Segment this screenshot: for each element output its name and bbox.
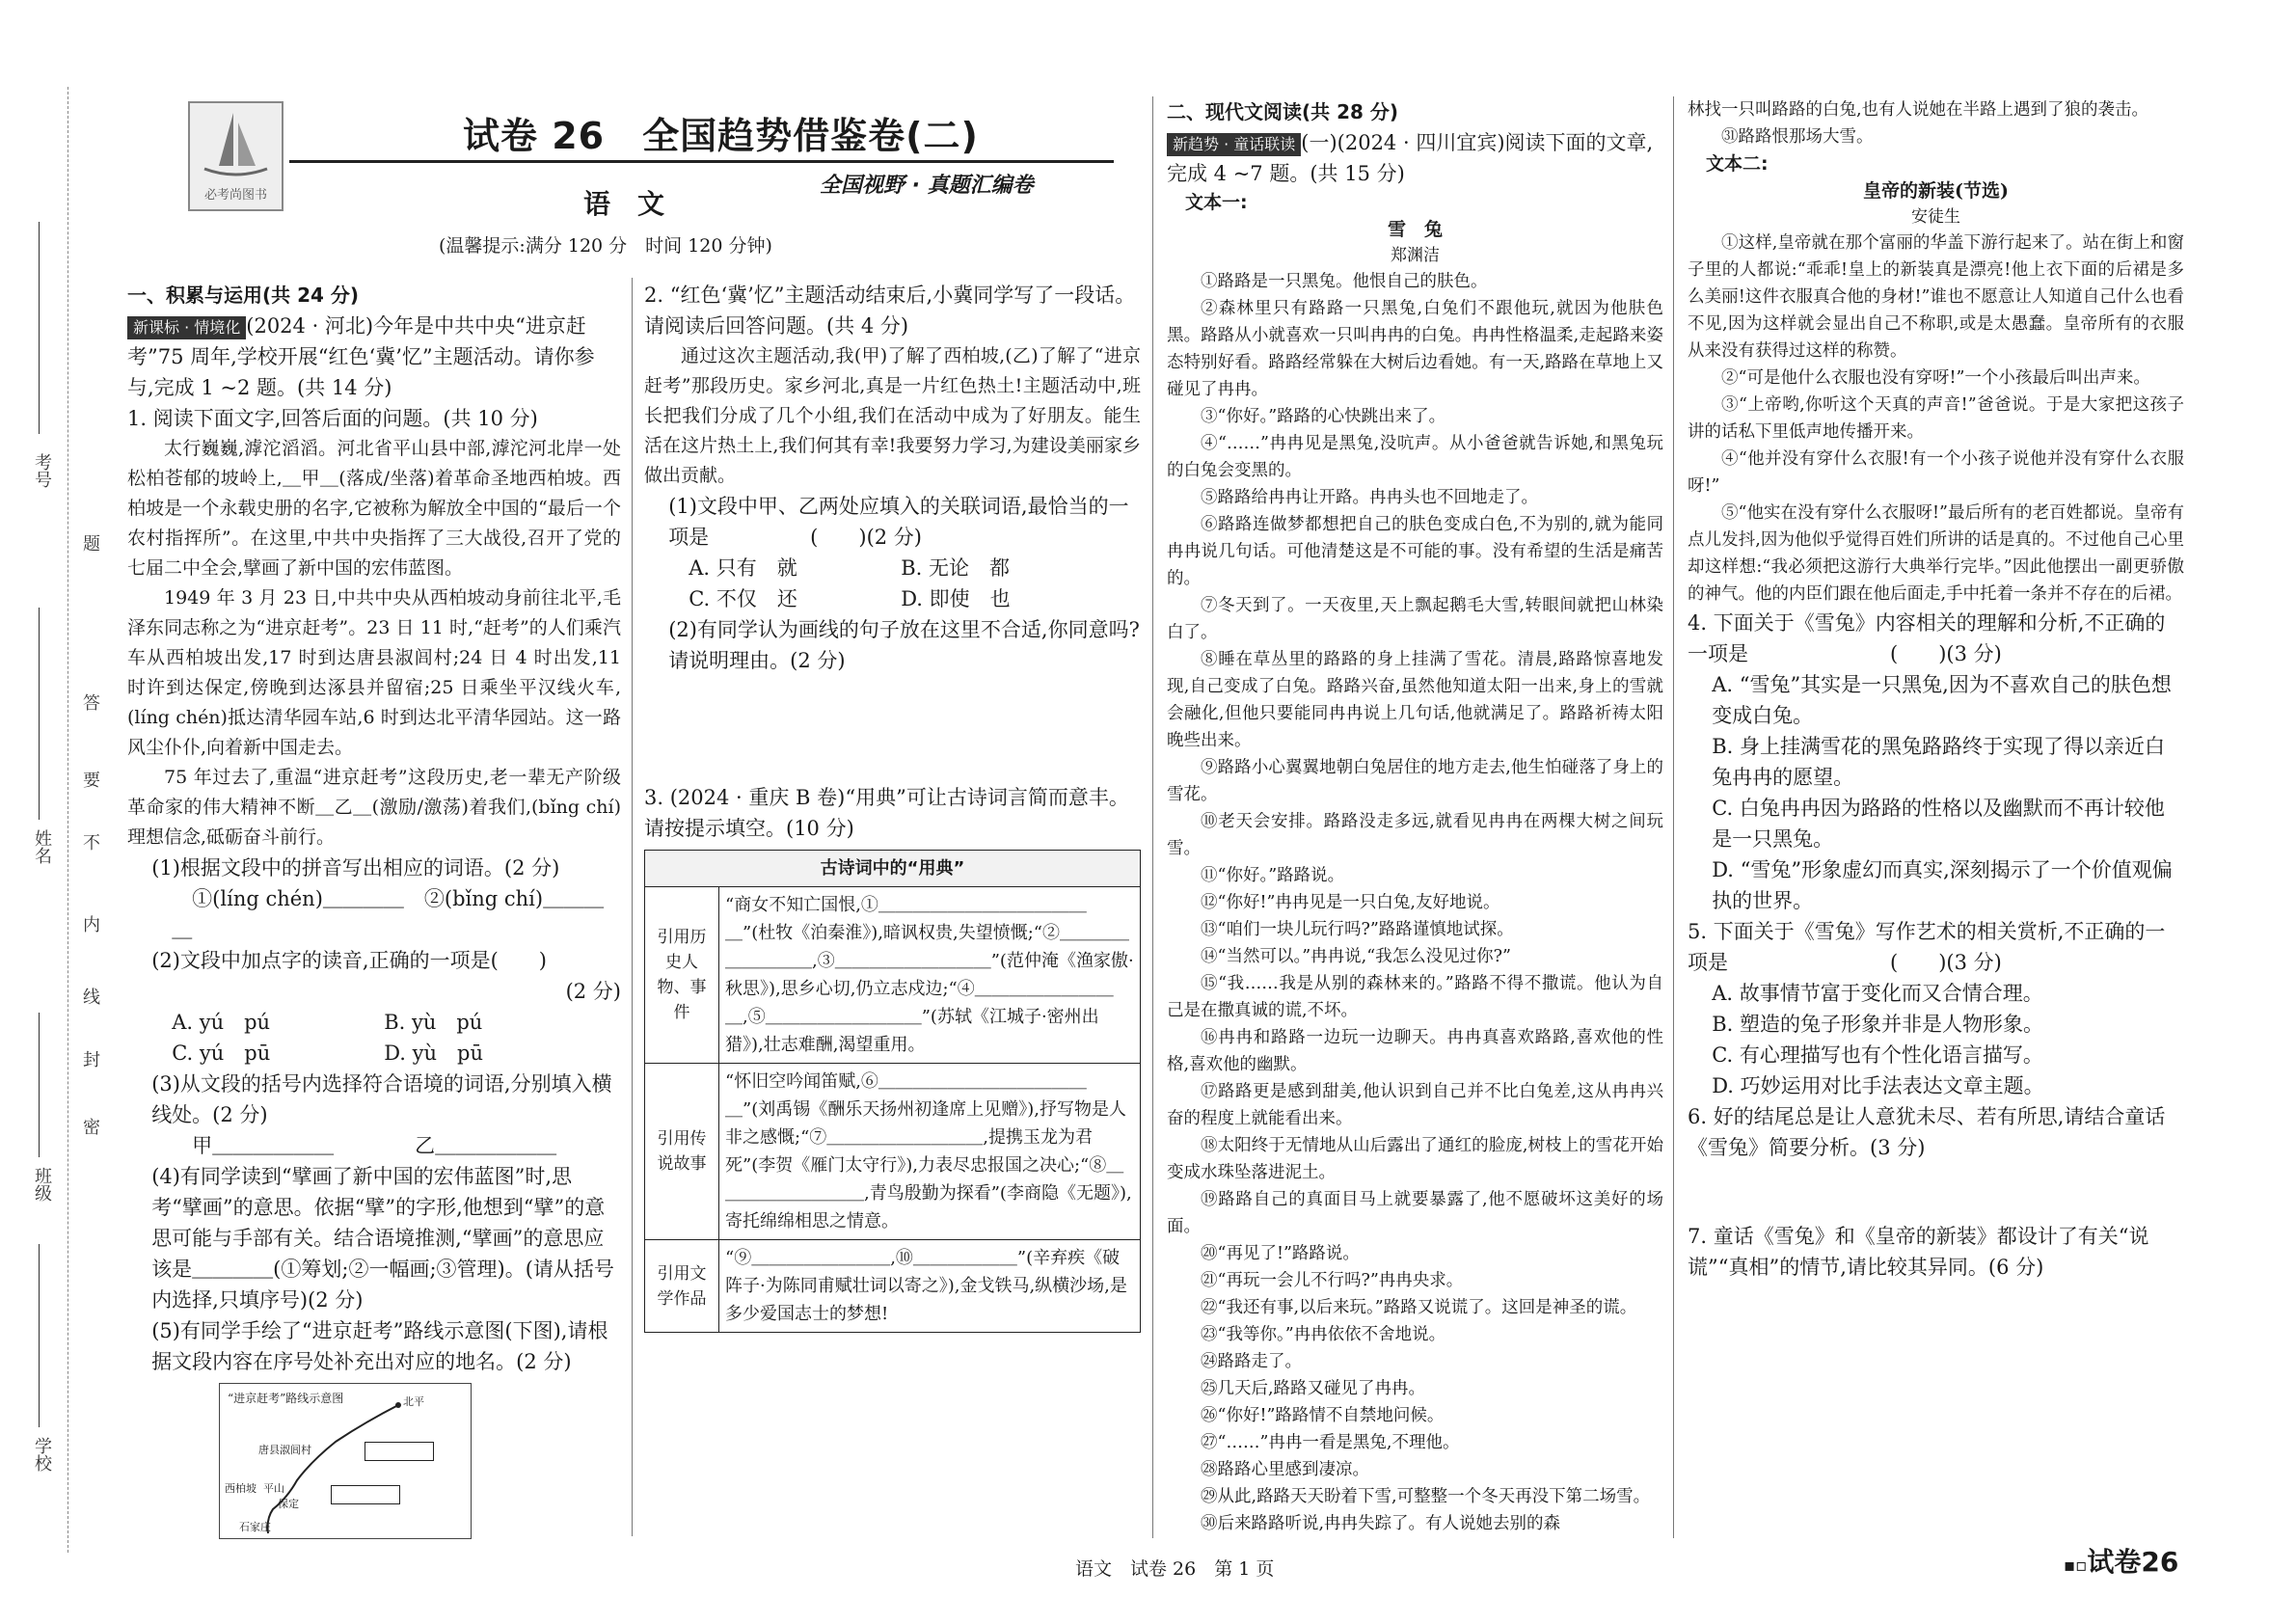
option-c[interactable]: C. 白兔冉冉因为路路的性格以及幽默而不再计较他是一只黑兔。: [1712, 797, 2165, 851]
story-para: ⑳“再见了!”路路说。: [1201, 1244, 1360, 1263]
section-1-title: 一、积累与运用(共 24 分): [127, 284, 360, 307]
seal-4: 不: [83, 833, 100, 853]
brand-label: 全国视野 · 真题汇编卷: [820, 174, 1034, 198]
option-a[interactable]: A. 故事情节富于变化而又合情合理。: [1712, 982, 2043, 1005]
story-para: ㉘路路心里感到凄凉。: [1201, 1460, 1369, 1479]
option-c[interactable]: C. 有心理描写也有个性化语言描写。: [1712, 1043, 2043, 1067]
route-map: [219, 1383, 472, 1539]
option-a[interactable]: A. “雪兔”其实是一只黑兔,因为不喜欢自己的肤色想变成白兔。: [1712, 673, 2172, 727]
q5-stem: 5. 下面关于《雪兔》写作艺术的相关赏析,不正确的一项是 ( )(3 分): [1688, 920, 2166, 974]
story-body: [1167, 268, 1663, 1537]
story-para: ⑥路路连做梦都想把自己的肤色变成白色,不为别的,就为能同冉冉说几句话。可他清楚这是不可能的事。没有希望的生活是痛苦的。: [1167, 515, 1663, 588]
xuexiao-line[interactable]: [39, 1244, 40, 1427]
page-title: 试卷 26 全国趋势借鉴卷(二): [463, 115, 979, 157]
story-para: ㉓“我等你。”冉冉依依不舍地说。: [1201, 1325, 1446, 1344]
column-1: [127, 280, 621, 1539]
seal-2: 答: [83, 693, 100, 714]
option-b[interactable]: B. 身上挂满雪花的黑兔路路终于实现了得以亲近白兔冉冉的愿望。: [1712, 735, 2165, 789]
story-para: ⑦冬天到了。一天夜里,天上飘起鹅毛大雪,转眼间就把山林染白了。: [1167, 596, 1663, 642]
xuexiao-label: 学校: [32, 1437, 52, 1472]
table-title: 古诗词中的“用典”: [645, 851, 1141, 887]
section-2-title: 二、现代文阅读(共 28 分): [1167, 100, 1399, 123]
sailboat-icon: [190, 103, 282, 180]
story-para: ⑭“当然可以。”冉冉说,“我怎么没见过你?”: [1201, 947, 1511, 966]
map-label-shulv: 唐县淑闾村: [258, 1444, 311, 1456]
story2-para: ⑤“他实在没有穿什么衣服呀!”最后所有的老百姓都说。皇帝有点儿发抖,因为他似乎觉得百姓们所讲的话是真的。不过他自己心里却这样想:“我必须把这游行大典举行完毕。”因此他摆出一副更骄傲的神气。他的内臣们跟在他后面走,手中托着一条并不存在的后裙。: [1688, 503, 2184, 604]
map-label-xibaipo: 西柏坡: [225, 1482, 257, 1495]
page-footer: 语文 试卷 26 第 1 页: [1075, 1558, 1275, 1580]
story-para: ㉚后来路路听说,冉冉失踪了。有人说她去别的森: [1201, 1514, 1561, 1533]
header-rule: [289, 160, 1114, 163]
section-2-intro: 新趋势 · 童话联读 (一)(2024 · 四川宜宾)阅读下面的文章,完成 4 ~7 题。(共 15 分): [1167, 131, 1654, 185]
option-a[interactable]: A. 只有 就: [689, 556, 797, 580]
xingming-line[interactable]: [39, 608, 40, 820]
map-title: “进京赶考”路线示意图: [228, 1392, 344, 1405]
story-para: ⑫“你好!”冉冉见是一只白兔,友好地说。: [1201, 893, 1500, 912]
option-b[interactable]: B. yù pú: [384, 1011, 483, 1034]
story-author: 郑渊洁: [1391, 246, 1440, 265]
story-para: ⑪“你好。”路路说。: [1201, 866, 1345, 885]
story-para: ③“你好。”路路的心快跳出来了。: [1201, 407, 1446, 426]
story-para: ㉗“……”冉冉一看是黑兔,不理他。: [1201, 1433, 1460, 1452]
option-c[interactable]: C. 不仅 还: [689, 587, 797, 610]
story-cont: 林找一只叫路路的白兔,也有人说她在半路上遇到了狼的袭击。: [1688, 100, 2149, 120]
banji-label: 班级: [32, 1167, 52, 1202]
seal-5: 内: [83, 915, 100, 935]
story-para: ⑤路路给冉冉让开路。冉冉头也不回地走了。: [1201, 488, 1538, 507]
q2-stem: 2. “红色‘冀’忆”主题活动结束后,小冀同学写了一段话。请阅读后回答问题。(共 4 分): [644, 284, 1136, 338]
q1-2: (2)文段中加点字的读音,正确的一项是( ): [151, 949, 547, 972]
story-para: ㉙从此,路路天天盼着下雪,可整整一个冬天再没下第二场雪。: [1201, 1487, 1651, 1506]
table-row: 引用文学作品 “⑨＿＿＿＿＿＿＿＿,⑩＿＿＿＿＿＿”(辛弃疾《破阵子·为陈同甫赋壮词以寄之》),金戈铁马,纵横沙场,是多少爱国志士的梦想!: [645, 1240, 1141, 1333]
column-2: [644, 280, 1141, 1333]
q1-3-answers[interactable]: 甲＿＿＿＿＿＿ 乙＿＿＿＿＿＿: [172, 1134, 557, 1157]
q1-2-options: [127, 1007, 621, 1069]
allusion-table: [644, 850, 1141, 1333]
paper-badge: ▪▫试卷26: [2064, 1546, 2179, 1578]
seal-6: 线: [83, 988, 100, 1008]
story-para: ⑮“我……我是从别的森林来的。”路路不得不撒谎。他认为自己是在撒真诚的谎,不坏。: [1167, 974, 1663, 1020]
kaohao-label: 考号: [32, 453, 52, 488]
map-label-beiping: 北平: [403, 1395, 424, 1408]
story-para: ②森林里只有路路一只黑兔,白兔们不跟他玩,就因为他肤色黑。路路从小就喜欢一只叫冉冉的白兔。冉冉性格温柔,走起路来姿态特别好看。路路经常躲在大树后边看她。有一天,路路在草地上又碰见了冉冉。: [1167, 299, 1663, 399]
story-para: ①路路是一只黑兔。他恨自己的肤色。: [1201, 272, 1488, 291]
story-para: ㉑“再玩一会儿不行吗?”冉冉央求。: [1201, 1271, 1464, 1290]
seal-1: 题: [83, 534, 100, 555]
option-b[interactable]: B. 塑造的兔子形象并非是人物形象。: [1712, 1013, 2043, 1036]
section-1-intro: 新课标 · 情境化 (2024 · 河北)今年是中共中央“进京赶考”75 周年,学校开展“红色‘冀’忆”主题活动。请你参与,完成 1 ~2 题。(共 14 分): [127, 314, 595, 399]
q2-options: [644, 553, 1141, 614]
passage-para-3: 75 年过去了,重温“进京赶考”这段历史,老一辈无产阶级革命家的伟大精神不断＿乙＿(激励/激荡)着我们,(bǐng chí)理想信念,砥砺奋斗前行。: [127, 767, 621, 848]
story-para: ⑰路路更是感到甜美,他认识到自己并不比白兔差,这从冉冉兴奋的程度上就能看出来。: [1167, 1082, 1663, 1128]
route-line: [220, 1384, 471, 1538]
story-para: ⑩老天会安排。路路没走多远,就看见冉冉在两棵大树之间玩雪。: [1167, 812, 1663, 858]
story2-title: 皇帝的新装(节选): [1863, 180, 2009, 202]
table-row: 引用历史人物、事件 “商女不知亡国恨,①＿＿＿＿＿＿＿＿＿＿＿＿＿”(杜牧《泊秦淮》),暗讽权贵,失望愤慨;“②＿＿＿＿＿＿＿＿＿,③＿＿＿＿＿＿＿＿＿”(范仲淹《渔家傲·秋思》),思乡心切,仍立志戍边;“④＿＿＿＿＿＿＿＿＿,⑤＿＿＿＿＿＿＿＿＿”(苏轼《江城子·密州出猎》),壮志难酬,渴望重用。: [645, 887, 1141, 1064]
story-p31: ㉛路路恨那场大雪。: [1721, 127, 1874, 147]
q2-2: (2)有同学认为画线的句子放在这里不合适,你同意吗?请说明理由。(2 分): [668, 618, 1140, 672]
map-label-baoding: 保定: [278, 1498, 299, 1510]
text1-label: 文本一:: [1185, 192, 1248, 213]
option-d[interactable]: D. “雪兔”形象虚幻而真实,深刻揭示了一个价值观偏执的世界。: [1712, 858, 2173, 912]
story-para: ⑲路路自己的真面目马上就要暴露了,他不愿破坏这美好的场面。: [1167, 1190, 1663, 1236]
seal-8: 密: [83, 1118, 100, 1138]
story2-para: ④“他并没有穿什么衣服!有一个小孩子说他并没有穿什么衣服呀!”: [1688, 449, 2184, 496]
q1-3: (3)从文段的括号内选择符合语境的词语,分别填入横线处。(2 分): [151, 1072, 612, 1126]
q2-text: 通过这次主题活动,我(甲)了解了西柏坡,(乙)了解了“进京赶考”那段历史。家乡河北,真是一片红色热土!主题活动中,班长把我们分成了几个小组,我们在活动中成为了好朋友。能生活在这片热土上,我们何其有幸!我要努力学习,为建设美丽家乡做出贡献。: [644, 345, 1141, 486]
story-para: ④“……”冉冉见是黑兔,没吭声。从小爸爸就告诉她,和黑兔玩的白兔会变黑的。: [1167, 434, 1663, 480]
notice: (温馨提示:满分 120 分 时间 120 分钟): [439, 235, 772, 257]
seal-3: 要: [83, 771, 100, 791]
story-para: ㉖“你好!”路路情不自禁地问候。: [1201, 1406, 1445, 1425]
story-para: ⑬“咱们一块儿玩行吗?”路路谨慎地试探。: [1201, 920, 1514, 939]
map-label-shijiazhuang: 石家庄: [239, 1521, 271, 1533]
col-divider-1: [632, 278, 633, 1536]
story-title: 雪 兔: [1387, 219, 1443, 240]
story2-author: 安徒生: [1911, 207, 1960, 227]
table-cell[interactable]: “⑨＿＿＿＿＿＿＿＿,⑩＿＿＿＿＿＿”(辛弃疾《破阵子·为陈同甫赋壮词以寄之》),金戈铁马,纵横沙场,是多少爱国志士的梦想!: [719, 1240, 1141, 1333]
q6-stem: 6. 好的结尾总是让人意犹未尽、若有所思,请结合童话《雪兔》简要分析。(3 分): [1688, 1105, 2166, 1159]
answer-space[interactable]: [644, 676, 1141, 782]
story-para: ⑱太阳终于无情地从山后露出了通红的脸庞,树枝上的雪花开始变成水珠坠落进泥土。: [1167, 1136, 1663, 1182]
logo: [188, 101, 284, 211]
story-para: ⑧睡在草丛里的路路的身上挂满了雪花。清晨,路路惊喜地发现,自己变成了白兔。路路兴奋,虽然他知道太阳一出来,身上的雪就会融化,但他只要能同冉冉说上几句话,他就满足了。路路祈祷太阳晚些出来。: [1167, 650, 1663, 750]
q1-4: (4)有同学读到“擘画了新中国的宏伟蓝图”时,思考“擘画”的意思。依据“擘”的字形,他想到“擘”的意思可能与手部有关。结合语境推测,“擘画”的意思应该是＿＿＿＿(①筹划;②一幅画;③管理)。(请从括号内选择,只填序号)(2 分): [151, 1165, 614, 1312]
q4-stem: 4. 下面关于《雪兔》内容相关的理解和分析,不正确的一项是 ( )(3 分): [1688, 611, 2166, 665]
option-a[interactable]: A. yú pú: [172, 1011, 271, 1034]
map-box-2[interactable]: [331, 1485, 400, 1504]
q2-1: (1)文段中甲、乙两处应填入的关联词语,最恰当的一项是 ( )(2 分): [668, 495, 1129, 549]
col-divider-2: [1152, 96, 1153, 1538]
passage-para-2: 1949 年 3 月 23 日,中共中央从西柏坡动身前往北平,毛泽东同志称之为“进京赶考”。23 日 11 时,“赶考”的人们乘汽车从西柏坡出发,17 时到达唐县淑闾村;24 日 4 时出发,11 时许到达保定,傍晚到达涿县并留宿;25 日乘坐平汉线火车,(líng chén)抵达清华园车站,6 时到达北平清华园站。这一路风尘仆仆,向着新中国走去。: [127, 587, 621, 758]
q1-1-answers[interactable]: ①(líng chén)＿＿＿＿ ②(bǐng chí)＿＿＿＿: [172, 887, 605, 941]
q1-5: (5)有同学手绘了“进京赶考”路线示意图(下图),请根据文段内容在序号处补充出对应的地名。(2 分): [151, 1319, 608, 1373]
q1-stem: 1. 阅读下面文字,回答后面的问题。(共 10 分): [127, 407, 538, 430]
subject-title: 语 文: [583, 188, 665, 220]
column-4: [1688, 96, 2184, 1283]
story-para: ⑯冉冉和路路一边玩一边聊天。冉冉真喜欢路路,喜欢他的性格,喜欢他的幽默。: [1167, 1028, 1663, 1074]
passage-para-1: 太行巍巍,滹沱滔滔。河北省平山县中部,滹沱河北岸一处松柏苍郁的坡岭上,＿甲＿(落成/坐落)着革命圣地西柏坡。西柏坡是一个永载史册的名字,它被称为解放全中国的“最后一个农村指挥所”。在这里,中共中央指挥了三大战役,召开了党的七届二中全会,擘画了新中国的宏伟蓝图。: [127, 438, 621, 579]
option-d[interactable]: D. yù pū: [384, 1042, 483, 1065]
logo-text: 必考尚图书: [203, 188, 267, 203]
story-para: ㉔路路走了。: [1201, 1352, 1302, 1371]
xingming-label: 姓名: [32, 829, 52, 864]
banji-line[interactable]: [39, 1013, 40, 1157]
table-row: 引用传说故事 “怀旧空吟闻笛赋,⑥＿＿＿＿＿＿＿＿＿＿＿＿＿”(刘禹锡《酬乐天扬州初逢席上见赠》),抒写物是人非之感慨;“⑦＿＿＿＿＿＿＿＿＿,提携玉龙为君死”(李贺《雁门太守行》),力表尽忠报国之决心;“⑧＿＿＿＿＿＿＿＿＿,青鸟殷勤为探看”(李商隐《无题》),寄托绵绵相思之情意。: [645, 1064, 1141, 1240]
tag-badge: 新课标 · 情境化: [127, 316, 246, 339]
option-d[interactable]: D. 即使 也: [901, 587, 1011, 610]
tag-badge: 新趋势 · 童话联读: [1167, 133, 1301, 156]
map-box-1[interactable]: [365, 1442, 434, 1461]
story-para: ㉒“我还有事,以后来玩。”路路又说谎了。这回是神圣的谎。: [1201, 1298, 1637, 1317]
story2-para: ③“上帝哟,你听这个天真的声音!”爸爸说。于是大家把这孩子讲的话私下里低声地传播开来。: [1688, 395, 2184, 442]
badge-dots-icon: ▪▫: [2064, 1556, 2088, 1576]
column-3: [1167, 96, 1663, 1537]
story2-para: ②“可是他什么衣服也没有穿呀!”一个小孩最后叫出声来。: [1721, 368, 2150, 388]
option-d[interactable]: D. 巧妙运用对比手法表达文章主题。: [1712, 1074, 2044, 1097]
q1-2-score: (2 分): [565, 980, 621, 1003]
story-para: ⑨路路小心翼翼地朝白兔居住的地方走去,他生怕碰落了身上的雪花。: [1167, 758, 1663, 804]
binding-margin: [0, 87, 106, 1553]
option-b[interactable]: B. 无论 都: [901, 556, 1010, 580]
seal-7: 封: [83, 1050, 100, 1070]
table-cell[interactable]: “商女不知亡国恨,①＿＿＿＿＿＿＿＿＿＿＿＿＿”(杜牧《泊秦淮》),暗讽权贵,失望愤慨;“②＿＿＿＿＿＿＿＿＿,③＿＿＿＿＿＿＿＿＿”(范仲淹《渔家傲·秋思》),思乡心切,仍立志戍边;“④＿＿＿＿＿＿＿＿＿,⑤＿＿＿＿＿＿＿＿＿”(苏轼《江城子·密州出猎》),壮志难酬,渴望重用。: [719, 887, 1141, 1064]
option-c[interactable]: C. yú pū: [172, 1042, 271, 1065]
kaohao-line[interactable]: [39, 222, 40, 434]
story-para: ㉕几天后,路路又碰见了冉冉。: [1201, 1379, 1426, 1398]
q3-stem: 3. (2024 · 重庆 B 卷)“用典”可让古诗词言简而意丰。请按提示填空。(10 分): [644, 786, 1129, 840]
text2-label: 文本二:: [1706, 153, 1769, 175]
q7-stem: 7. 童话《雪兔》和《皇帝的新装》都设计了有关“说谎”“真相”的情节,请比较其异同。(6 分): [1688, 1225, 2149, 1279]
answer-space[interactable]: [1688, 1163, 2184, 1221]
q1-1: (1)根据文段中的拼音写出相应的词语。(2 分): [151, 856, 560, 880]
table-cell[interactable]: “怀旧空吟闻笛赋,⑥＿＿＿＿＿＿＿＿＿＿＿＿＿”(刘禹锡《酬乐天扬州初逢席上见赠》),抒写物是人非之感慨;“⑦＿＿＿＿＿＿＿＿＿,提携玉龙为君死”(李贺《雁门太守行》),力表尽忠报国之决心;“⑧＿＿＿＿＿＿＿＿＿,青鸟殷勤为探看”(李商隐《无题》),寄托绵绵相思之情意。: [719, 1064, 1141, 1240]
story2-para: ①这样,皇帝就在那个富丽的华盖下游行起来了。站在街上和窗子里的人都说:“乖乖!皇上的新装真是漂亮!他上衣下面的后裙是多么美丽!这件衣服真合他的身材!”谁也不愿意让人知道自己什么也看不见,因为这样就会显出自己不称职,或是太愚蠢。皇帝所有的衣服从来没有获得过这样的称赞。: [1688, 233, 2184, 361]
map-label-pingshan: 平山: [263, 1482, 284, 1495]
col-divider-3: [1673, 96, 1674, 1538]
